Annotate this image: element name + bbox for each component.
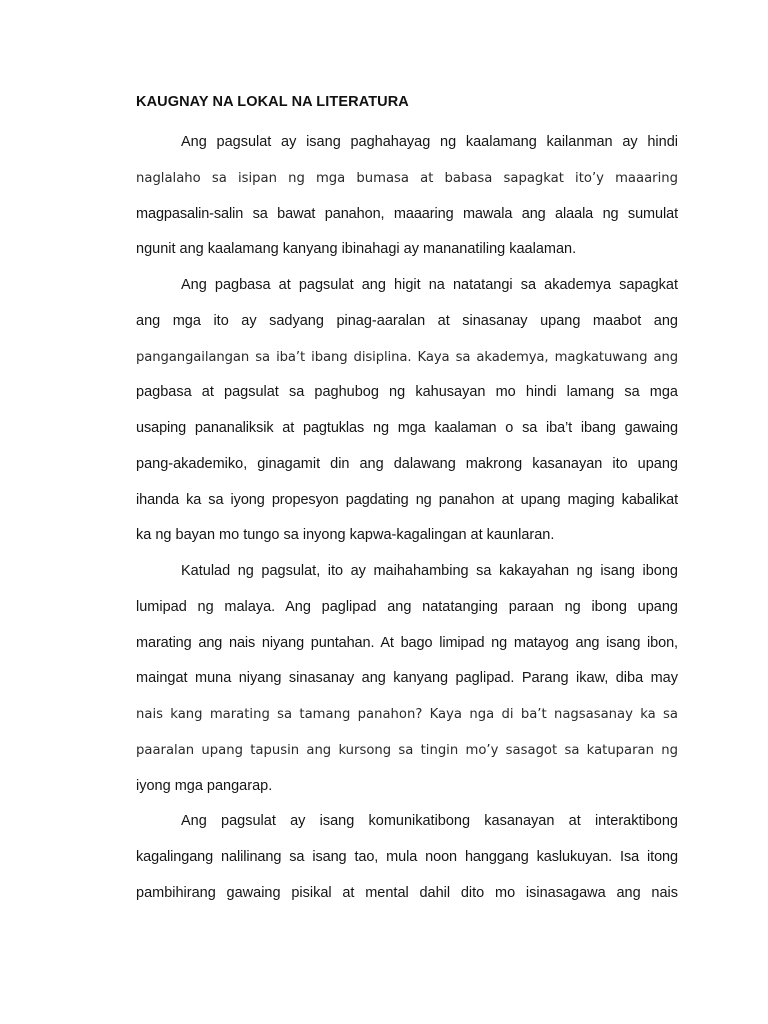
- section-title: KAUGNAY NA LOKAL NA LITERATURA: [136, 94, 409, 110]
- paragraph-4-line-3: pambihirang gawaing pisikal at mental dahil dito mo isinasagawa ang nais: [136, 884, 678, 901]
- paragraph-2-line-4: pagbasa at pagsulat sa paghubog ng kahusayan mo hindi lamang sa mga: [136, 384, 678, 401]
- paragraph-3-line-4: maingat muna niyang sinasanay ang kanyang paglipad. Parang ikaw, diba may: [136, 670, 678, 687]
- paragraph-2-line-5: usaping pananaliksik at pagtuklas ng mga kaalaman o sa iba’t ibang gawaing: [136, 420, 678, 436]
- paragraph-3-line-3: marating ang nais niyang puntahan. At bago limipad ng matayog ang isang ibon,: [136, 634, 678, 651]
- paragraph-3-line-7: iyong mga pangarap.: [136, 777, 273, 794]
- paragraph-3-line-5: nais kang marating sa tamang panahon? Kaya nga di ba’t nagsasanay ka sa: [136, 707, 678, 722]
- paragraph-2-line-6: pang-akademiko, ginagamit din ang dalawang makrong kasanayan ito upang: [136, 455, 678, 472]
- paragraph-2-line-2: ang mga ito ay sadyang pinag-aaralan at sinasanay upang maabot ang: [136, 312, 678, 329]
- paragraph-1-line-4: ngunit ang kaalamang kanyang ibinahagi ay mananatiling kaalaman.: [136, 241, 577, 258]
- paragraph-1-line-3: magpasalin-salin sa bawat panahon, maaaring mawala ang alaala ng sumulat: [136, 205, 678, 222]
- paragraph-1-line-2: naglalaho sa isipan ng mga bumasa at babasa sapagkat ito’y maaaring: [136, 170, 678, 186]
- paragraph-1-line-1: Ang pagsulat ay isang paghahayag ng kaalamang kailanman ay hindi: [181, 134, 678, 150]
- paragraph-3-line-6: paaralan upang tapusin ang kursong sa tingin mo’y sasagot sa katuparan ng: [136, 742, 678, 758]
- paragraph-3-line-1: Katulad ng pagsulat, ito ay maihahambing sa kakayahan ng isang ibong: [181, 563, 678, 579]
- paragraph-2-line-1: Ang pagbasa at pagsulat ang higit na natatangi sa akademya sapagkat: [181, 277, 678, 293]
- paragraph-3-line-2: lumipad ng malaya. Ang paglipad ang natatanging paraan ng ibong upang: [136, 598, 678, 615]
- paragraph-2-line-8: ka ng bayan mo tungo sa inyong kapwa-kagalingan at kaunlaran.: [136, 527, 555, 544]
- paragraph-2-line-3: pangangailangan sa iba’t ibang disiplina. Kaya sa akademya, magkatuwang ang: [136, 349, 678, 365]
- paragraph-4-line-2: kagalingang nalilinang sa isang tao, mula noon hanggang kaslukuyan. Isa itong: [136, 849, 678, 865]
- document-body: [136, 125, 678, 912]
- paragraph-4-line-1: Ang pagsulat ay isang komunikatibong kasanayan at interaktibong: [181, 813, 678, 830]
- document-content: [136, 91, 678, 912]
- paragraph-2-line-7: ihanda ka sa iyong propesyon pagdating ng panahon at upang maging kabalikat: [136, 491, 678, 508]
